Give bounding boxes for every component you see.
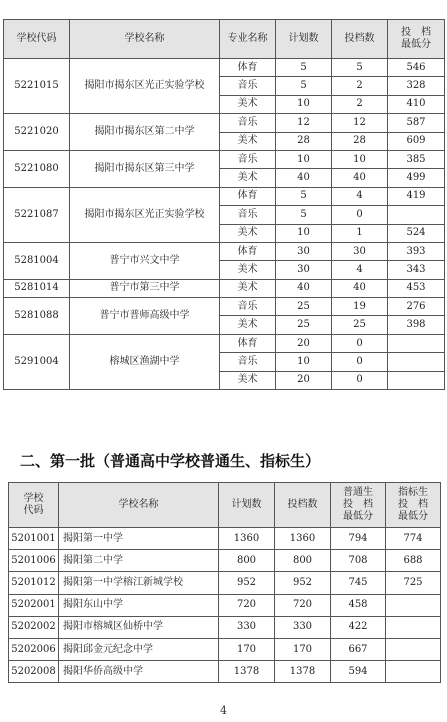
filed-count-cell: 720 — [275, 594, 331, 616]
plan-count-cell: 25 — [276, 298, 332, 316]
quota-min-score-cell — [386, 638, 441, 660]
plan-count-cell: 20 — [276, 334, 332, 352]
filed-count-cell: 1 — [332, 224, 388, 242]
filed-count-cell: 0 — [332, 334, 388, 352]
school-name-cell: 揭阳第一中学 — [59, 528, 219, 550]
school-code-cell: 5221080 — [4, 150, 70, 187]
plan-count-cell: 1378 — [219, 661, 275, 683]
school-code-cell: 5221020 — [4, 114, 70, 151]
school-name-cell: 普宁市第三中学 — [70, 279, 220, 297]
filed-count-cell: 2 — [332, 95, 388, 113]
plan-count-cell: 720 — [219, 594, 275, 616]
filed-count-cell: 28 — [332, 132, 388, 150]
filed-count-cell: 952 — [275, 572, 331, 594]
major-cell: 音乐 — [220, 77, 276, 95]
filed-count-cell: 25 — [332, 316, 388, 334]
table-row — [4, 242, 445, 260]
header-school-code: 学校代码 — [4, 20, 70, 59]
min-score-cell: 393 — [388, 242, 445, 260]
major-cell: 音乐 — [220, 150, 276, 168]
table-row — [9, 661, 441, 683]
plan-count-cell: 800 — [219, 550, 275, 572]
regular-min-score-cell: 422 — [331, 616, 386, 638]
table-row — [4, 298, 445, 316]
major-cell: 音乐 — [220, 353, 276, 371]
plan-count-cell: 330 — [219, 616, 275, 638]
school-code-cell: 5201006 — [9, 550, 59, 572]
filed-count-cell: 0 — [332, 353, 388, 371]
plan-count-cell: 170 — [219, 638, 275, 660]
major-cell: 音乐 — [220, 298, 276, 316]
school-code-cell: 5281014 — [4, 279, 70, 297]
filed-count-cell: 170 — [275, 638, 331, 660]
plan-count-cell: 10 — [276, 224, 332, 242]
min-score-cell: 453 — [388, 279, 445, 297]
school-code-cell: 5202002 — [9, 616, 59, 638]
school-name-cell: 榕城区渔湖中学 — [70, 334, 220, 389]
filed-count-cell: 40 — [332, 279, 388, 297]
header-quota-min-score: 指标生 投 档 最低分 — [386, 483, 441, 528]
plan-count-cell: 10 — [276, 353, 332, 371]
min-score-cell: 546 — [388, 59, 445, 77]
plan-count-cell: 40 — [276, 169, 332, 187]
filed-count-cell: 5 — [332, 59, 388, 77]
table-row — [4, 187, 445, 205]
table-header-row — [9, 483, 441, 528]
regular-min-score-cell: 794 — [331, 528, 386, 550]
school-code-cell: 5202006 — [9, 638, 59, 660]
plan-count-cell: 952 — [219, 572, 275, 594]
plan-count-cell: 1360 — [219, 528, 275, 550]
regular-min-score-cell: 708 — [331, 550, 386, 572]
regular-min-score-cell: 594 — [331, 661, 386, 683]
filed-count-cell: 1360 — [275, 528, 331, 550]
filed-count-cell: 4 — [332, 261, 388, 279]
min-score-cell: 524 — [388, 224, 445, 242]
header-school-name: 学校名称 — [59, 483, 219, 528]
school-name-cell: 揭阳市揭东区第三中学 — [70, 150, 220, 187]
min-score-cell: 609 — [388, 132, 445, 150]
filed-count-cell: 30 — [332, 242, 388, 260]
major-cell: 美术 — [220, 316, 276, 334]
school-name-cell: 揭阳第二中学 — [59, 550, 219, 572]
filed-count-cell: 10 — [332, 150, 388, 168]
table-row — [9, 550, 441, 572]
plan-count-cell: 12 — [276, 114, 332, 132]
min-score-cell — [388, 334, 445, 352]
table-row — [4, 59, 445, 77]
major-cell: 美术 — [220, 95, 276, 113]
section-title: 二、第一批（普通高中学校普通生、指标生） — [20, 452, 321, 470]
school-name-cell: 揭阳市揭东区光正实验学校 — [70, 187, 220, 242]
major-cell: 美术 — [220, 261, 276, 279]
header-min-score: 投 档 最低分 — [388, 20, 445, 59]
filed-count-cell: 2 — [332, 77, 388, 95]
header-filed-count: 投档数 — [275, 483, 331, 528]
table-row — [4, 279, 445, 297]
regular-min-score-cell: 667 — [331, 638, 386, 660]
page-number: 4 — [220, 704, 227, 717]
table-row — [9, 572, 441, 594]
plan-count-cell: 5 — [276, 59, 332, 77]
plan-count-cell: 5 — [276, 187, 332, 205]
header-school-code: 学校 代码 — [9, 483, 59, 528]
plan-count-cell: 20 — [276, 371, 332, 389]
plan-count-cell: 40 — [276, 279, 332, 297]
plan-count-cell: 30 — [276, 242, 332, 260]
school-name-cell: 揭阳邱金元纪念中学 — [59, 638, 219, 660]
min-score-cell: 419 — [388, 187, 445, 205]
min-score-cell: 385 — [388, 150, 445, 168]
school-code-cell: 5291004 — [4, 334, 70, 389]
school-name-cell: 揭阳市揭东区第二中学 — [70, 114, 220, 151]
header-school-name: 学校名称 — [70, 20, 220, 59]
filed-count-cell: 40 — [332, 169, 388, 187]
school-code-cell: 5221015 — [4, 59, 70, 114]
quota-min-score-cell — [386, 594, 441, 616]
school-code-cell: 5202001 — [9, 594, 59, 616]
plan-count-cell: 10 — [276, 95, 332, 113]
min-score-cell: 398 — [388, 316, 445, 334]
school-name-cell: 揭阳市揭东区光正实验学校 — [70, 59, 220, 114]
filed-count-cell: 4 — [332, 187, 388, 205]
plan-count-cell: 5 — [276, 77, 332, 95]
school-code-cell: 5281088 — [4, 298, 70, 335]
major-cell: 美术 — [220, 132, 276, 150]
table-row — [9, 616, 441, 638]
admission-table-first-batch — [8, 482, 441, 683]
quota-min-score-cell: 688 — [386, 550, 441, 572]
min-score-cell: 410 — [388, 95, 445, 113]
min-score-cell: 587 — [388, 114, 445, 132]
table-row — [4, 334, 445, 352]
major-cell: 美术 — [220, 371, 276, 389]
table-row — [4, 114, 445, 132]
school-code-cell: 5201001 — [9, 528, 59, 550]
min-score-cell — [388, 353, 445, 371]
table-row — [9, 528, 441, 550]
plan-count-cell: 28 — [276, 132, 332, 150]
filed-count-cell: 0 — [332, 371, 388, 389]
school-code-cell: 5201012 — [9, 572, 59, 594]
major-cell: 体育 — [220, 59, 276, 77]
plan-count-cell: 5 — [276, 206, 332, 224]
school-code-cell: 5281004 — [4, 242, 70, 279]
major-cell: 音乐 — [220, 114, 276, 132]
min-score-cell — [388, 371, 445, 389]
quota-min-score-cell: 725 — [386, 572, 441, 594]
school-name-cell: 普宁市普师高级中学 — [70, 298, 220, 335]
major-cell: 体育 — [220, 242, 276, 260]
header-major-name: 专业名称 — [220, 20, 276, 59]
header-plan-count: 计划数 — [219, 483, 275, 528]
major-cell: 音乐 — [220, 206, 276, 224]
school-name-cell: 揭阳市榕城区仙桥中学 — [59, 616, 219, 638]
school-name-cell: 揭阳东山中学 — [59, 594, 219, 616]
major-cell: 美术 — [220, 279, 276, 297]
header-plan-count: 计划数 — [276, 20, 332, 59]
min-score-cell: 343 — [388, 261, 445, 279]
plan-count-cell: 25 — [276, 316, 332, 334]
table-row — [9, 594, 441, 616]
min-score-cell — [388, 206, 445, 224]
major-cell: 体育 — [220, 187, 276, 205]
major-cell: 美术 — [220, 224, 276, 242]
school-name-cell: 揭阳第一中学榕江新城学校 — [59, 572, 219, 594]
regular-min-score-cell: 745 — [331, 572, 386, 594]
min-score-cell: 328 — [388, 77, 445, 95]
filed-count-cell: 19 — [332, 298, 388, 316]
school-code-cell: 5202008 — [9, 661, 59, 683]
table-header-row — [4, 20, 445, 59]
header-filed-count: 投档数 — [332, 20, 388, 59]
filed-count-cell: 1378 — [275, 661, 331, 683]
table-row — [9, 638, 441, 660]
plan-count-cell: 30 — [276, 261, 332, 279]
school-name-cell: 揭阳华侨高级中学 — [59, 661, 219, 683]
school-name-cell: 普宁市兴文中学 — [70, 242, 220, 279]
filed-count-cell: 0 — [332, 206, 388, 224]
filed-count-cell: 800 — [275, 550, 331, 572]
min-score-cell: 276 — [388, 298, 445, 316]
filed-count-cell: 330 — [275, 616, 331, 638]
plan-count-cell: 10 — [276, 150, 332, 168]
regular-min-score-cell: 458 — [331, 594, 386, 616]
table-row — [4, 150, 445, 168]
quota-min-score-cell — [386, 661, 441, 683]
school-code-cell: 5221087 — [4, 187, 70, 242]
major-cell: 体育 — [220, 334, 276, 352]
filed-count-cell: 12 — [332, 114, 388, 132]
quota-min-score-cell: 774 — [386, 528, 441, 550]
min-score-cell: 499 — [388, 169, 445, 187]
admission-table-arts-sports — [3, 19, 445, 390]
header-regular-min-score: 普通生 投 档 最低分 — [331, 483, 386, 528]
major-cell: 美术 — [220, 169, 276, 187]
quota-min-score-cell — [386, 616, 441, 638]
